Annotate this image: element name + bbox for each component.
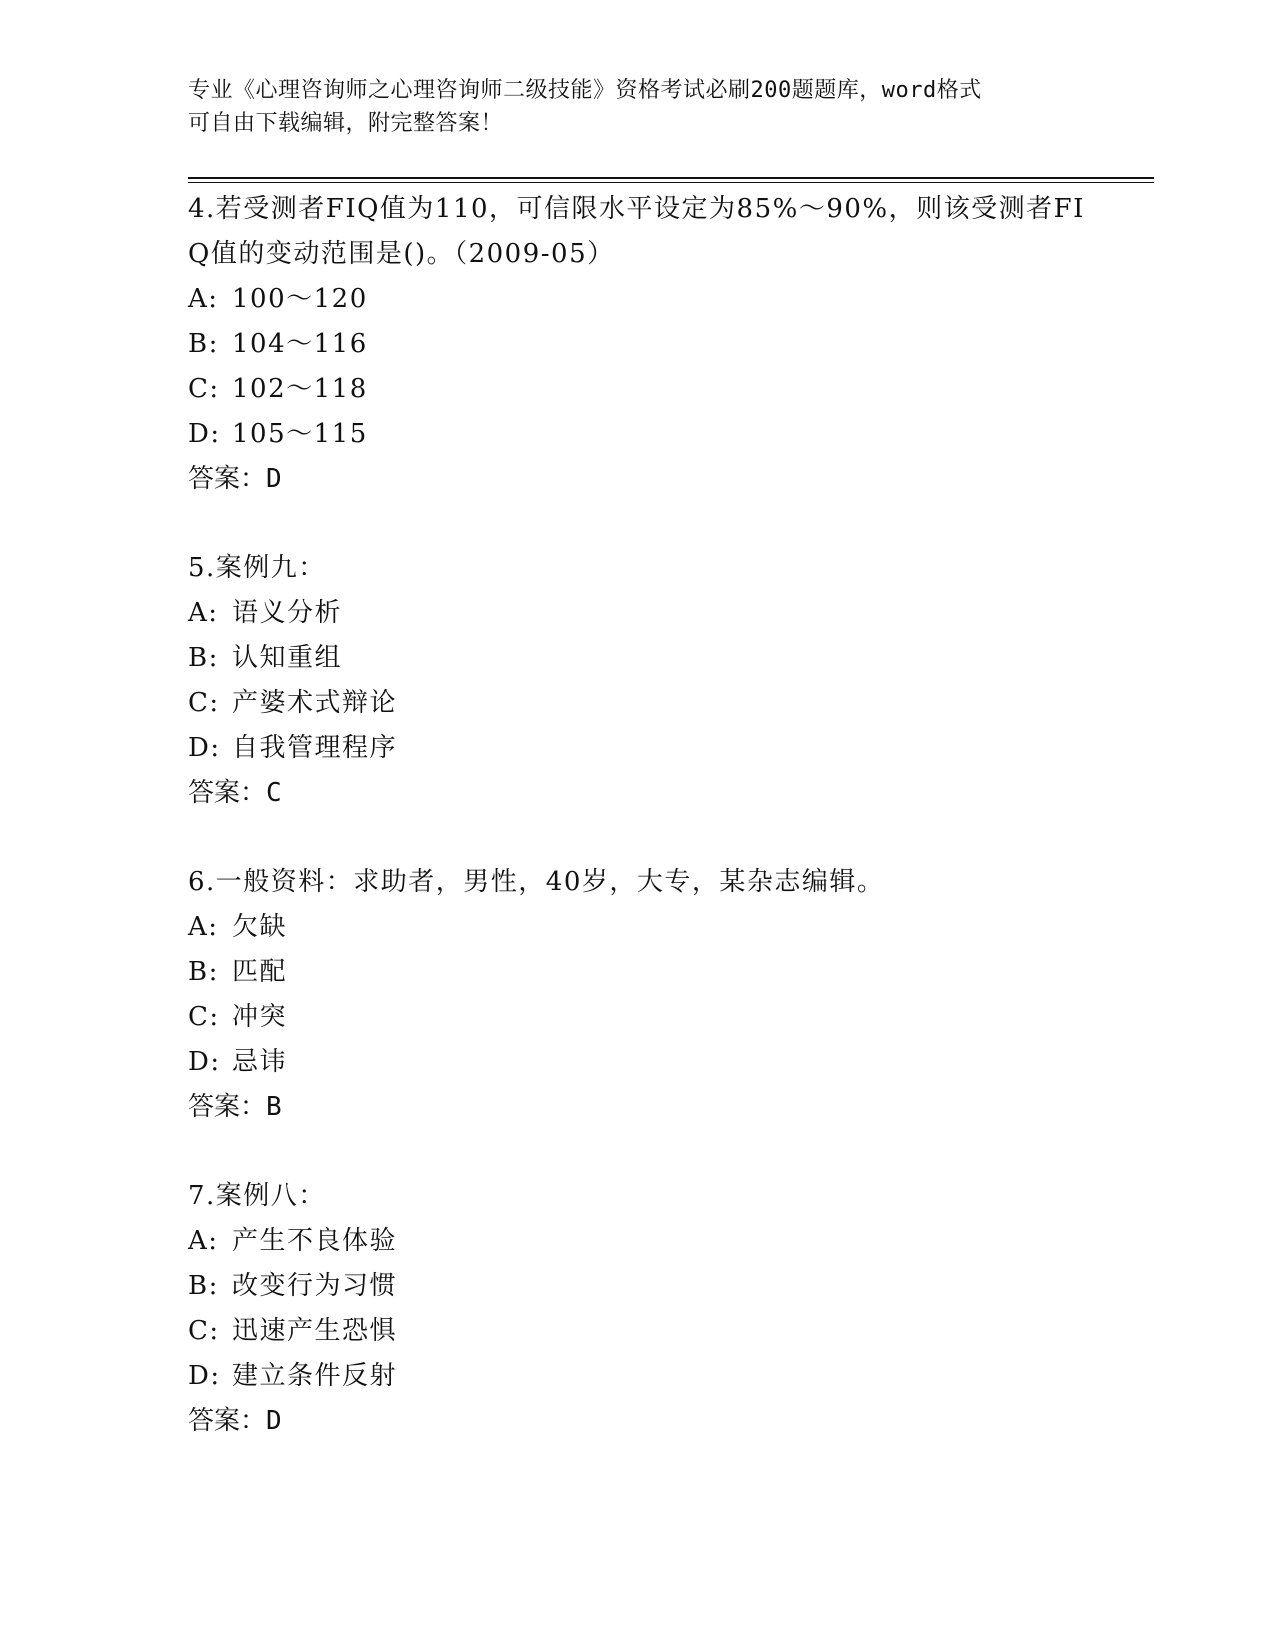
option-text: 104～116 <box>232 329 368 359</box>
option-letter: A: <box>188 912 219 942</box>
option-c <box>188 1309 1088 1354</box>
question-list <box>188 187 1088 1488</box>
option-letter: A: <box>188 598 219 628</box>
option-text: 自我管理程序 <box>232 733 398 763</box>
option-letter: D: <box>188 1361 221 1391</box>
answer-line: 答案：B <box>188 1092 282 1122</box>
option-d <box>188 412 1088 457</box>
option-a <box>188 277 1088 322</box>
option-letter: B: <box>188 329 219 359</box>
option-text: 105～115 <box>232 419 368 449</box>
question-stem: 6.一般资料：求助者，男性，40岁，大专，某杂志编辑。 <box>188 867 885 897</box>
option-letter: D: <box>188 419 221 449</box>
option-letter: B: <box>188 957 219 987</box>
option-text: 认知重组 <box>232 643 343 673</box>
question-5 <box>188 546 1088 816</box>
option-letter: C: <box>188 1316 220 1346</box>
question-stem: 5.案例九： <box>188 553 326 583</box>
option-c <box>188 995 1088 1040</box>
option-text: 建立条件反射 <box>232 1361 398 1391</box>
option-letter: B: <box>188 643 219 673</box>
option-text: 欠缺 <box>232 912 288 942</box>
question-4 <box>188 187 1088 502</box>
option-text: 102～118 <box>232 374 368 404</box>
option-d <box>188 1354 1088 1399</box>
option-text: 语义分析 <box>232 598 343 628</box>
header-line-2: 可自由下载编辑，附完整答案！ <box>188 111 504 136</box>
option-text: 100～120 <box>232 284 368 314</box>
option-b <box>188 1264 1088 1309</box>
option-text: 改变行为习惯 <box>232 1271 398 1301</box>
option-a <box>188 905 1088 950</box>
option-letter: C: <box>188 688 220 718</box>
answer-line: 答案：D <box>188 464 282 494</box>
option-a <box>188 591 1088 636</box>
option-text: 匹配 <box>232 957 288 987</box>
option-letter: B: <box>188 1271 219 1301</box>
option-text: 产婆术式辩论 <box>232 688 398 718</box>
header-line-1: 专业《心理咨询师之心理咨询师二级技能》资格考试必刷200题题库，word格式 <box>188 78 982 103</box>
option-b <box>188 636 1088 681</box>
answer-line: 答案：D <box>188 1406 282 1436</box>
option-text: 冲突 <box>232 1002 288 1032</box>
answer-line: 答案：C <box>188 778 282 808</box>
header-divider-thin <box>188 182 1154 183</box>
question-stem: 7.案例八： <box>188 1181 326 1211</box>
option-letter: D: <box>188 1047 221 1077</box>
question-7 <box>188 1174 1088 1444</box>
option-letter: C: <box>188 374 220 404</box>
option-c <box>188 367 1088 412</box>
option-letter: A: <box>188 284 219 314</box>
option-text: 迅速产生恐惧 <box>232 1316 398 1346</box>
option-letter: C: <box>188 1002 220 1032</box>
option-d <box>188 726 1088 771</box>
option-c <box>188 681 1088 726</box>
option-b <box>188 322 1088 367</box>
option-text: 产生不良体验 <box>232 1226 398 1256</box>
option-text: 忌讳 <box>232 1047 288 1077</box>
header-divider-thick <box>188 177 1154 179</box>
option-a <box>188 1219 1088 1264</box>
option-d <box>188 1040 1088 1085</box>
option-b <box>188 950 1088 995</box>
question-stem: 4.若受测者FIQ值为110，可信限水平设定为85%～90%，则该受测者FIQ值的变动范围是()。（2009-05） <box>188 194 1085 269</box>
option-letter: D: <box>188 733 221 763</box>
document-header <box>188 74 1078 140</box>
option-letter: A: <box>188 1226 219 1256</box>
question-6 <box>188 860 1088 1130</box>
